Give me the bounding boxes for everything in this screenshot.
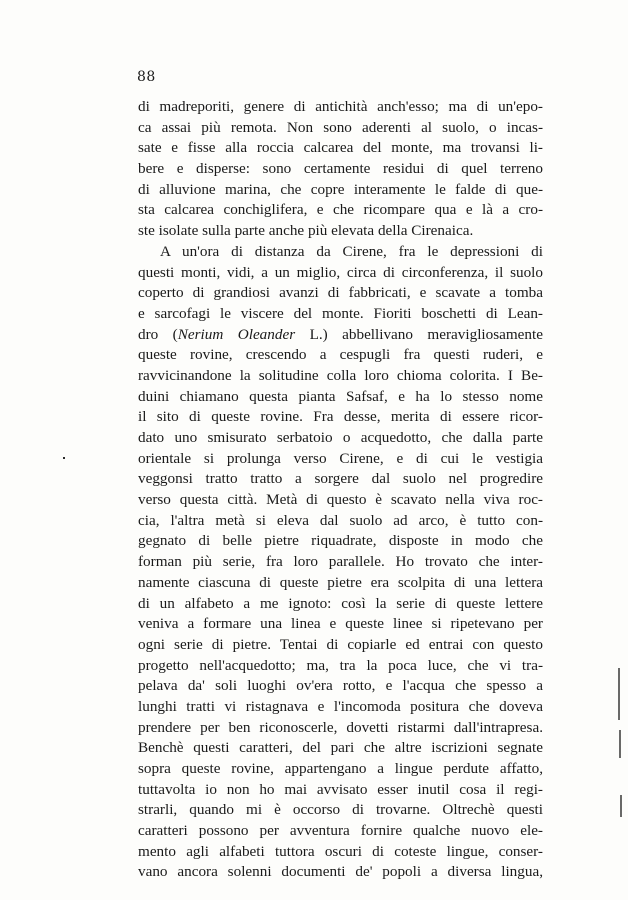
species-name: Nerium Oleander [177,325,296,343]
text-line: vano ancora solenni documenti de' popoli a diversa lingua, [138,863,543,881]
text-line: ste isolate sulla parte anche più elevata della Cirenaica. [138,222,474,240]
text-fragment: dro ( [138,325,178,343]
text-line: ravvicinandone la solitudine colla loro chioma colorita. I Be- [138,366,543,384]
text-line: sta calcarea conchiglifera, e che ricompare qua e là a cro- [138,201,543,219]
text-line: queste rovine, crescendo a cespugli fra questi ruderi, e [138,346,543,364]
text-line: orientale si prolunga verso Cirene, e di cui le vestigia [138,449,543,467]
text-line: namente ciascuna di queste pietre era scolpita di una lettera [138,573,543,591]
text-line: tuttavolta io non ho mai avvisato esser inutil cosa il regi- [138,780,543,798]
body-text [138,97,543,883]
text-line: veggonsi tratto tratto a sorgere dal suolo nel progredire [138,470,543,488]
text-line: dato uno smisurato serbatoio o acquedotto, che dalla parte [138,429,543,446]
text-line: A un'ora di distanza da Cirene, fra le depressioni di [160,242,543,260]
text-line: coperto di grandiosi avanzi di fabbricati, e scavate a tomba [138,284,543,302]
text-line: e sarcofagi le viscere del monte. Fioriti boschetti di Lean- [138,304,543,322]
text-line: pelava da' soli luoghi ov'era rotto, e l'acqua che spesso a [138,677,543,695]
text-line: ca assai più remota. Non sono aderenti al suolo, o incas- [138,118,543,136]
text-line: strarli, quando mi è occorso di trovarne. Oltrechè questi [138,801,543,819]
text-line: cia, l'altra metà si eleva dal suolo ad arco, è tutto con- [138,511,543,529]
text-line-with-species [138,325,543,346]
text-line: Benchè questi caratteri, del pari che altre iscrizioni segnate [138,739,543,757]
text-line: bere e disperse: sono certamente residui di quel terreno [138,160,543,178]
text-line: gegnato di belle pietre riquadrate, disposte in modo che [138,532,543,550]
text-line: prendere per ben riconoscerle, dovetti ristarmi dall'intrapresa. [138,718,543,736]
scan-edge-mark [620,795,622,817]
text-line: sate e fisse alla roccia calcarea del monte, ma trovansi li- [138,139,543,157]
text-fragment: L.) abbellivano meravigliosamente [295,325,543,343]
text-line: mento agli alfabeti tuttora oscuri di coteste lingue, conser- [138,842,543,860]
text-line: caratteri possono per avventura fornire qualche nuovo ele- [138,822,543,840]
text-line: duini chiamano questa pianta Safsaf, e ha lo stesso nome [138,387,543,405]
text-line: veniva a formare una linea e queste linee si ripetevano per [138,615,543,633]
text-line: questi monti, vidi, a un miglio, circa di circonferenza, il suolo [138,263,543,281]
text-line: forman più serie, fra loro parallele. Ho trovato che inter- [138,553,543,571]
scan-edge-mark [618,668,620,720]
text-line: di un alfabeto a me ignoto: così la serie di queste lettere [138,594,543,612]
text-line: ogni serie di pietre. Tentai di copiarle ed entrai con questo [138,635,543,653]
text-line: sopra queste rovine, appartengano a lingue perdute affatto, [138,760,543,777]
text-line: di madreporiti, genere di antichità anch'esso; ma di un'epo- [138,98,543,115]
text-line: il sito di queste rovine. Fra desse, merita di essere ricor- [138,408,543,426]
text-line: verso questa città. Metà di questo è scavato nella viva roc- [138,491,543,509]
text-line: lunghi tratti vi ristagnava e l'incomoda positura che doveva [138,697,543,715]
scan-edge-mark [619,730,621,758]
page-number: 88 [137,69,156,85]
text-line: progetto nell'acquedotto; ma, tra la poca luce, che vi tra- [138,656,543,674]
text-line: di alluvione marina, che copre interamente le falde di que- [138,180,543,198]
scan-speck [63,457,65,459]
